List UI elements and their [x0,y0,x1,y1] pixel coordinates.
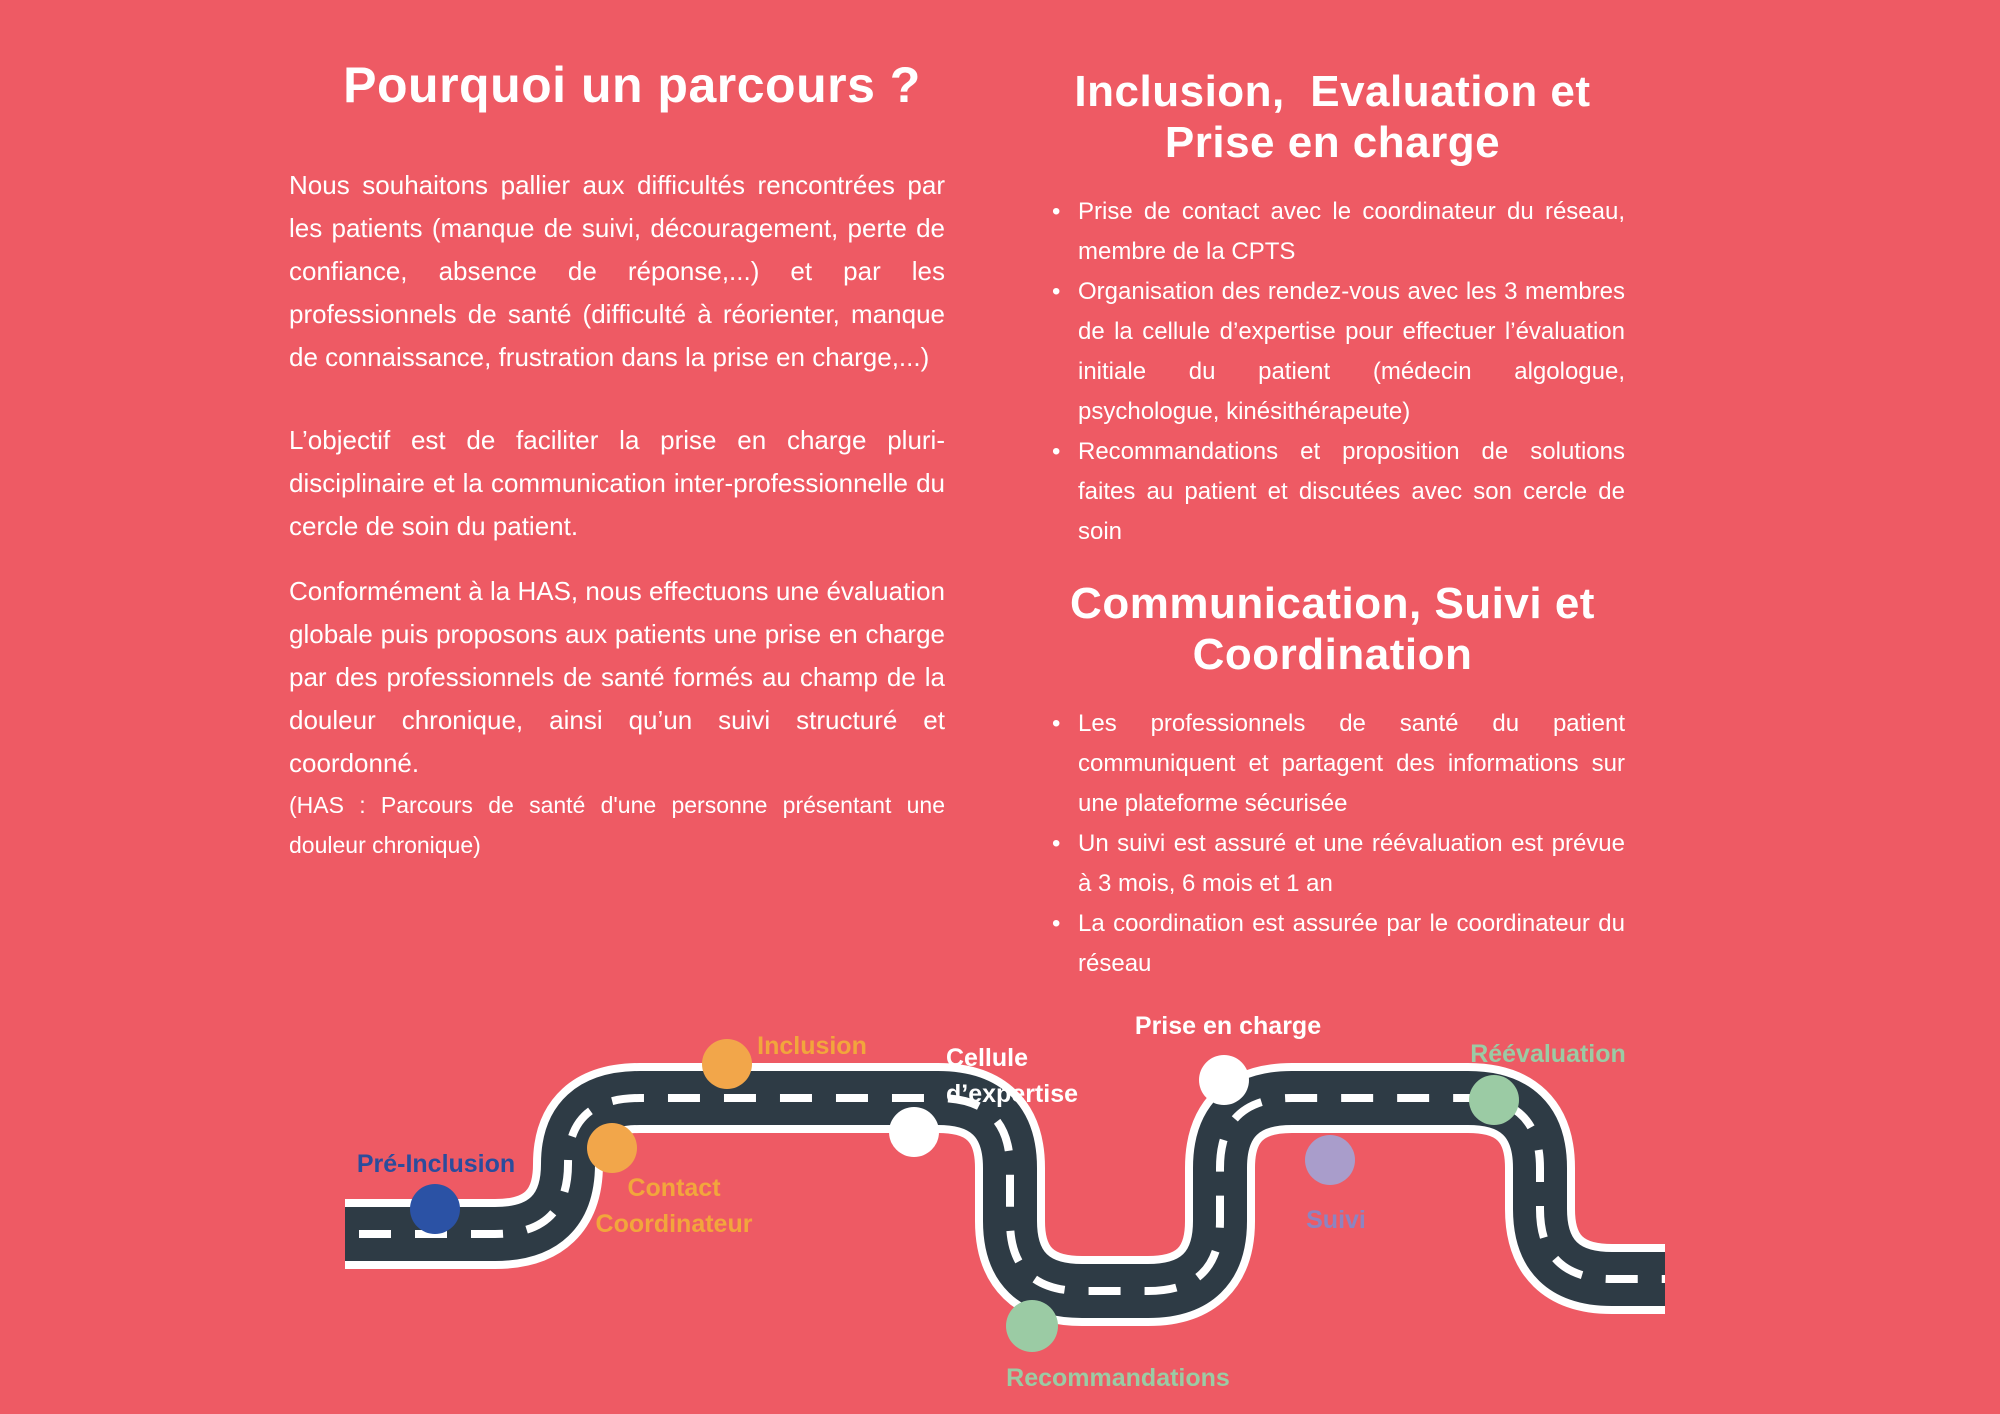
objective-paragraph: L’objectif est de faciliter la prise en charge pluri-disciplinaire et la communication inter-professionnelle du cercle de soin du patient. [289,425,945,541]
milestone-label-line2: d’expertise [946,1080,1079,1108]
milestone-label-text: Réévaluation [1470,1040,1626,1068]
milestone-label-text: Recommandations [1006,1364,1230,1392]
section-heading [1040,66,1625,168]
bullet-icon: • [1052,710,1061,737]
milestone-label-text: Suivi [1306,1206,1366,1234]
milestone-label-text: Pré-Inclusion [356,1150,516,1178]
bullet-icon: • [1052,910,1061,937]
intro-paragraph: Nous souhaitons pallier aux difficultés rencontrées par les patients (manque de suivi, découragement, perte de confiance, absence de réponse,...) et par les professionnels de santé (difficulté à réorienter, manque de connaissance, frustration dans la prise en charge,...) [289,170,945,372]
list-item [1040,904,1625,984]
bullet-icon: • [1052,438,1061,465]
milestone-dot-suivi [1305,1135,1355,1185]
list-item [1040,432,1625,552]
bullet-text: Organisation des rendez-vous avec les 3 membres de la cellule d’expertise pour effectuer l’évaluation initiale du patient (médecin algologue, psychologue, kinésithérapeute) [1078,278,1625,425]
section-heading-line2: Prise en charge [1164,118,1501,167]
section-heading-line1: Communication, Suivi et [1070,579,1595,628]
bullet-icon: • [1052,198,1061,225]
list-item [1040,272,1625,432]
bullet-text: La coordination est assurée par le coordinateur du réseau [1078,910,1625,977]
bullet-text: Un suivi est assuré et une réévaluation est prévue à 3 mois, 6 mois et 1 an [1078,830,1625,897]
milestone-label-cellule-expertise [946,1040,1206,1112]
milestone-label-text: Prise en charge [1134,1012,1322,1040]
section-heading-line1: Inclusion, Evaluation et [1074,67,1591,116]
milestone-label-reevaluation [1408,1036,1688,1072]
milestone-dot-prise-en-charge [1199,1055,1249,1105]
section-inclusion-evaluation [1040,66,1625,552]
milestone-dot-reevaluation [1469,1075,1519,1125]
has-note: (HAS : Parcours de santé d'une personne présentant une douleur chronique) [289,792,945,858]
list-item [1040,824,1625,904]
milestone-label-line1: Cellule [946,1044,1028,1072]
section-heading-line2: Coordination [1192,630,1473,679]
milestone-label-line1: Contact [627,1174,721,1202]
list-item [1040,704,1625,824]
bullet-text: Recommandations et proposition de solutions faites au patient et discutées avec son cercle de soin [1078,438,1625,545]
bullet-text: Prise de contact avec le coordinateur du réseau, membre de la CPTS [1078,198,1625,265]
milestone-dot-contact-coordinateur [587,1123,637,1173]
milestone-label-contact-coordinateur [534,1170,814,1242]
section-communication-suivi [1040,578,1625,984]
milestone-label-text: Inclusion [757,1032,867,1060]
left-column [289,56,945,865]
milestone-dot-cellule-expertise [889,1107,939,1157]
list-item [1040,192,1625,272]
bullet-icon: • [1052,830,1061,857]
milestone-label-inclusion [692,1028,932,1064]
milestone-label-line2: Coordinateur [595,1210,753,1238]
milestone-label-suivi [1236,1202,1436,1238]
milestone-dot-pre-inclusion [410,1184,460,1234]
milestone-label-recommandations [978,1360,1258,1396]
section-heading [1040,578,1625,680]
bullet-icon: • [1052,278,1061,305]
bullet-text: Les professionnels de santé du patient communiquent et partagent des informations sur une plateforme sécurisée [1078,710,1625,817]
milestone-label-prise-en-charge [1088,1008,1368,1044]
has-paragraph: Conformément à la HAS, nous effectuons une évaluation globale puis proposons aux patients une prise en charge par des professionnels de santé formés au champ de la douleur chronique, ainsi qu’un suivi structuré et coordonné. [289,576,945,778]
milestone-dot-recommandations [1006,1300,1058,1352]
page-title: Pourquoi un parcours ? [343,57,921,113]
